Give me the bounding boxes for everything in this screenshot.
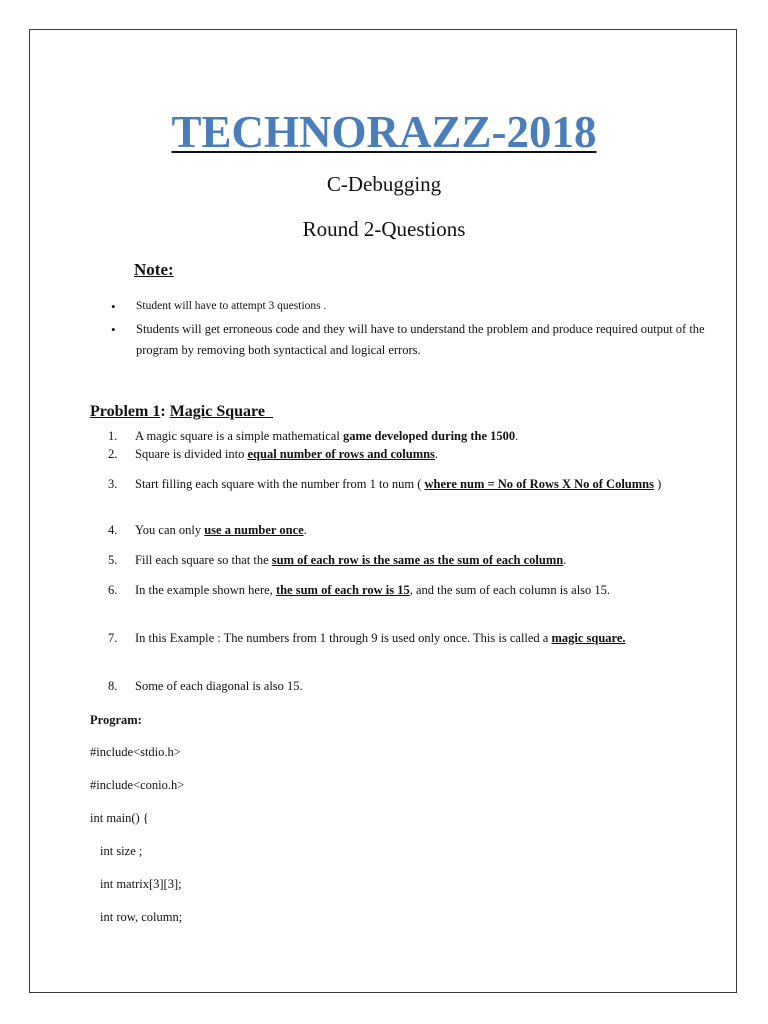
note-bullet-list [109,298,709,361]
list-item: 4. You can only use a number once. [108,523,307,537]
note-colon: : [167,260,174,279]
list-item: 6. In the example shown here, the sum of each row is 15, and the sum of each column is also 15. [108,583,611,597]
problem-name: Magic Square [169,403,265,420]
code-line: int size ; [100,844,143,858]
note-heading [134,260,174,280]
document-title [0,106,768,158]
list-item: 3. Start filling each square with the number from 1 to num ( where num = No of Rows X No of Columns ) [108,477,662,491]
note-label: Note [134,260,168,279]
code-line: int main() { [90,811,149,825]
list-item: 5. Fill each square so that the sum of each row is the same as the sum of each column. [108,553,567,567]
note-bullet: • Student will have to attempt 3 questions . [109,298,709,315]
list-item: 8. Some of each diagonal is also 15. [108,679,303,693]
problem-colon: : [160,403,170,420]
code-line: int row, column; [100,910,183,924]
list-item: 7. In this Example : The numbers from 1 through 9 is used only once. This is called a magic square. [108,631,626,645]
code-line: #include<conio.h> [90,778,185,792]
code-line: int matrix[3][3]; [100,877,182,891]
document-title-text: TECHNORAZZ-2018 [171,107,597,157]
document-subtitle: C-Debugging [326,172,442,196]
list-item: 2. Square is divided into equal number of rows and columns. [108,447,439,461]
list-item: 1. A magic square is a simple mathematical game developed during the 1500. [108,429,519,443]
problem-heading [90,403,273,421]
program-label: Program: [90,713,142,727]
note-bullet: • Students will get erroneous code and they will have to understand the problem and produce required output of the program by removing both syntactical and logical errors. [109,319,709,361]
round-heading: Round 2-Questions [302,217,466,241]
code-line: #include<stdio.h> [90,745,181,759]
problem-number: Problem 1 [90,403,161,420]
